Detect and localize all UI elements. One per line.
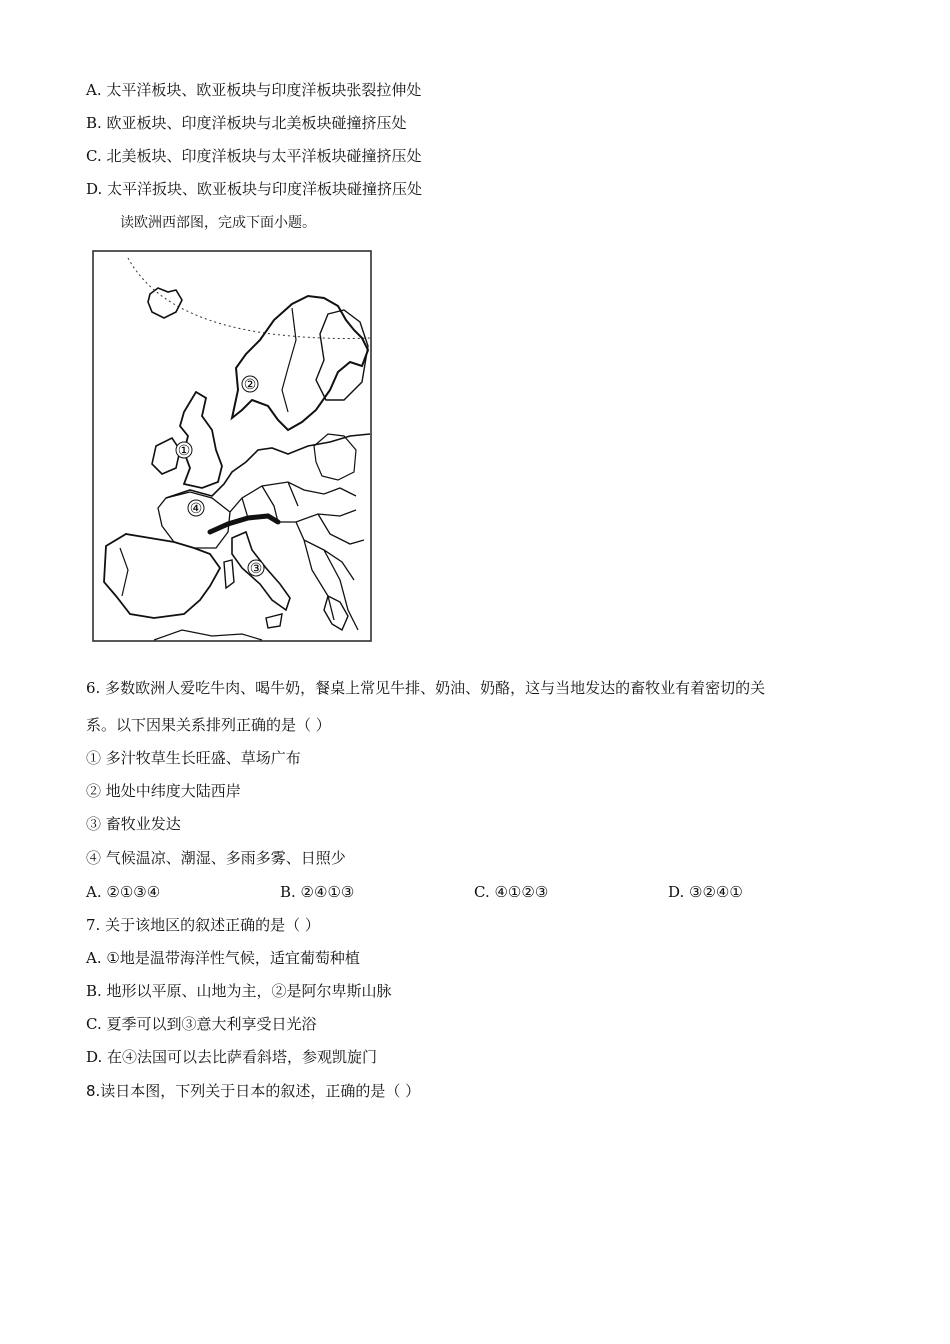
map-marker-4 <box>188 500 204 517</box>
prev-option-c: C. 北美板块、印度洋板块与太平洋板块碰撞挤压处 <box>86 147 422 165</box>
prev-option-b: B. 欧亚板块、印度洋板块与北美板块碰撞挤压处 <box>86 114 407 132</box>
map-frame <box>93 251 371 641</box>
map-marker-3-text: ③ <box>249 561 263 577</box>
q6-item-4: ④ 气候温凉、潮湿、多雨多雾、日照少 <box>86 849 346 867</box>
q6-item-3: ③ 畜牧业发达 <box>86 815 181 833</box>
prev-option-a: A. 太平洋板块、欧亚板块与印度洋板块张裂拉伸处 <box>86 81 422 99</box>
map-intro: 读欧洲西部图，完成下面小题。 <box>120 215 316 231</box>
map-marker-4-text: ④ <box>189 501 203 517</box>
q6-option-c: C. ④①②③ <box>474 883 549 901</box>
q6-stem-line1: 6. 多数欧洲人爱吃牛肉、喝牛奶，餐桌上常见牛排、奶油、奶酪，这与当地发达的畜牧业有着密切的关 <box>86 679 766 697</box>
q6-option-a: A. ②①③④ <box>86 883 161 901</box>
q7-stem: 7. 关于该地区的叙述正确的是（ ） <box>86 916 320 934</box>
q6-option-d: D. ③②④① <box>668 883 743 901</box>
q6-option-b: B. ②④①③ <box>280 883 355 901</box>
western-europe-map <box>92 250 372 642</box>
q6-item-2: ② 地处中纬度大陆西岸 <box>86 782 241 800</box>
q7-option-a: A. ①地是温带海洋性气候，适宜葡萄种植 <box>86 949 360 967</box>
q8-stem: 8.读日本图，下列关于日本的叙述，正确的是（ ） <box>86 1082 421 1100</box>
map-marker-2 <box>242 376 258 393</box>
map-marker-1 <box>176 442 192 459</box>
q6-item-1: ① 多汁牧草生长旺盛、草场广布 <box>86 749 301 767</box>
map-marker-1-text: ① <box>177 443 191 459</box>
q7-option-d: D. 在④法国可以去比萨看斜塔，参观凯旋门 <box>86 1048 378 1066</box>
map-marker-2-text: ② <box>243 377 257 393</box>
prev-option-d: D. 太平洋扳块、欧亚板块与印度洋板块碰撞挤压处 <box>86 180 423 198</box>
q7-option-c: C. 夏季可以到③意大利享受日光浴 <box>86 1015 317 1033</box>
map-marker-3 <box>248 560 264 577</box>
q6-stem-line2: 系。以下因果关系排列正确的是（ ） <box>86 716 331 734</box>
q7-option-b: B. 地形以平原、山地为主，②是阿尔卑斯山脉 <box>86 982 392 1000</box>
